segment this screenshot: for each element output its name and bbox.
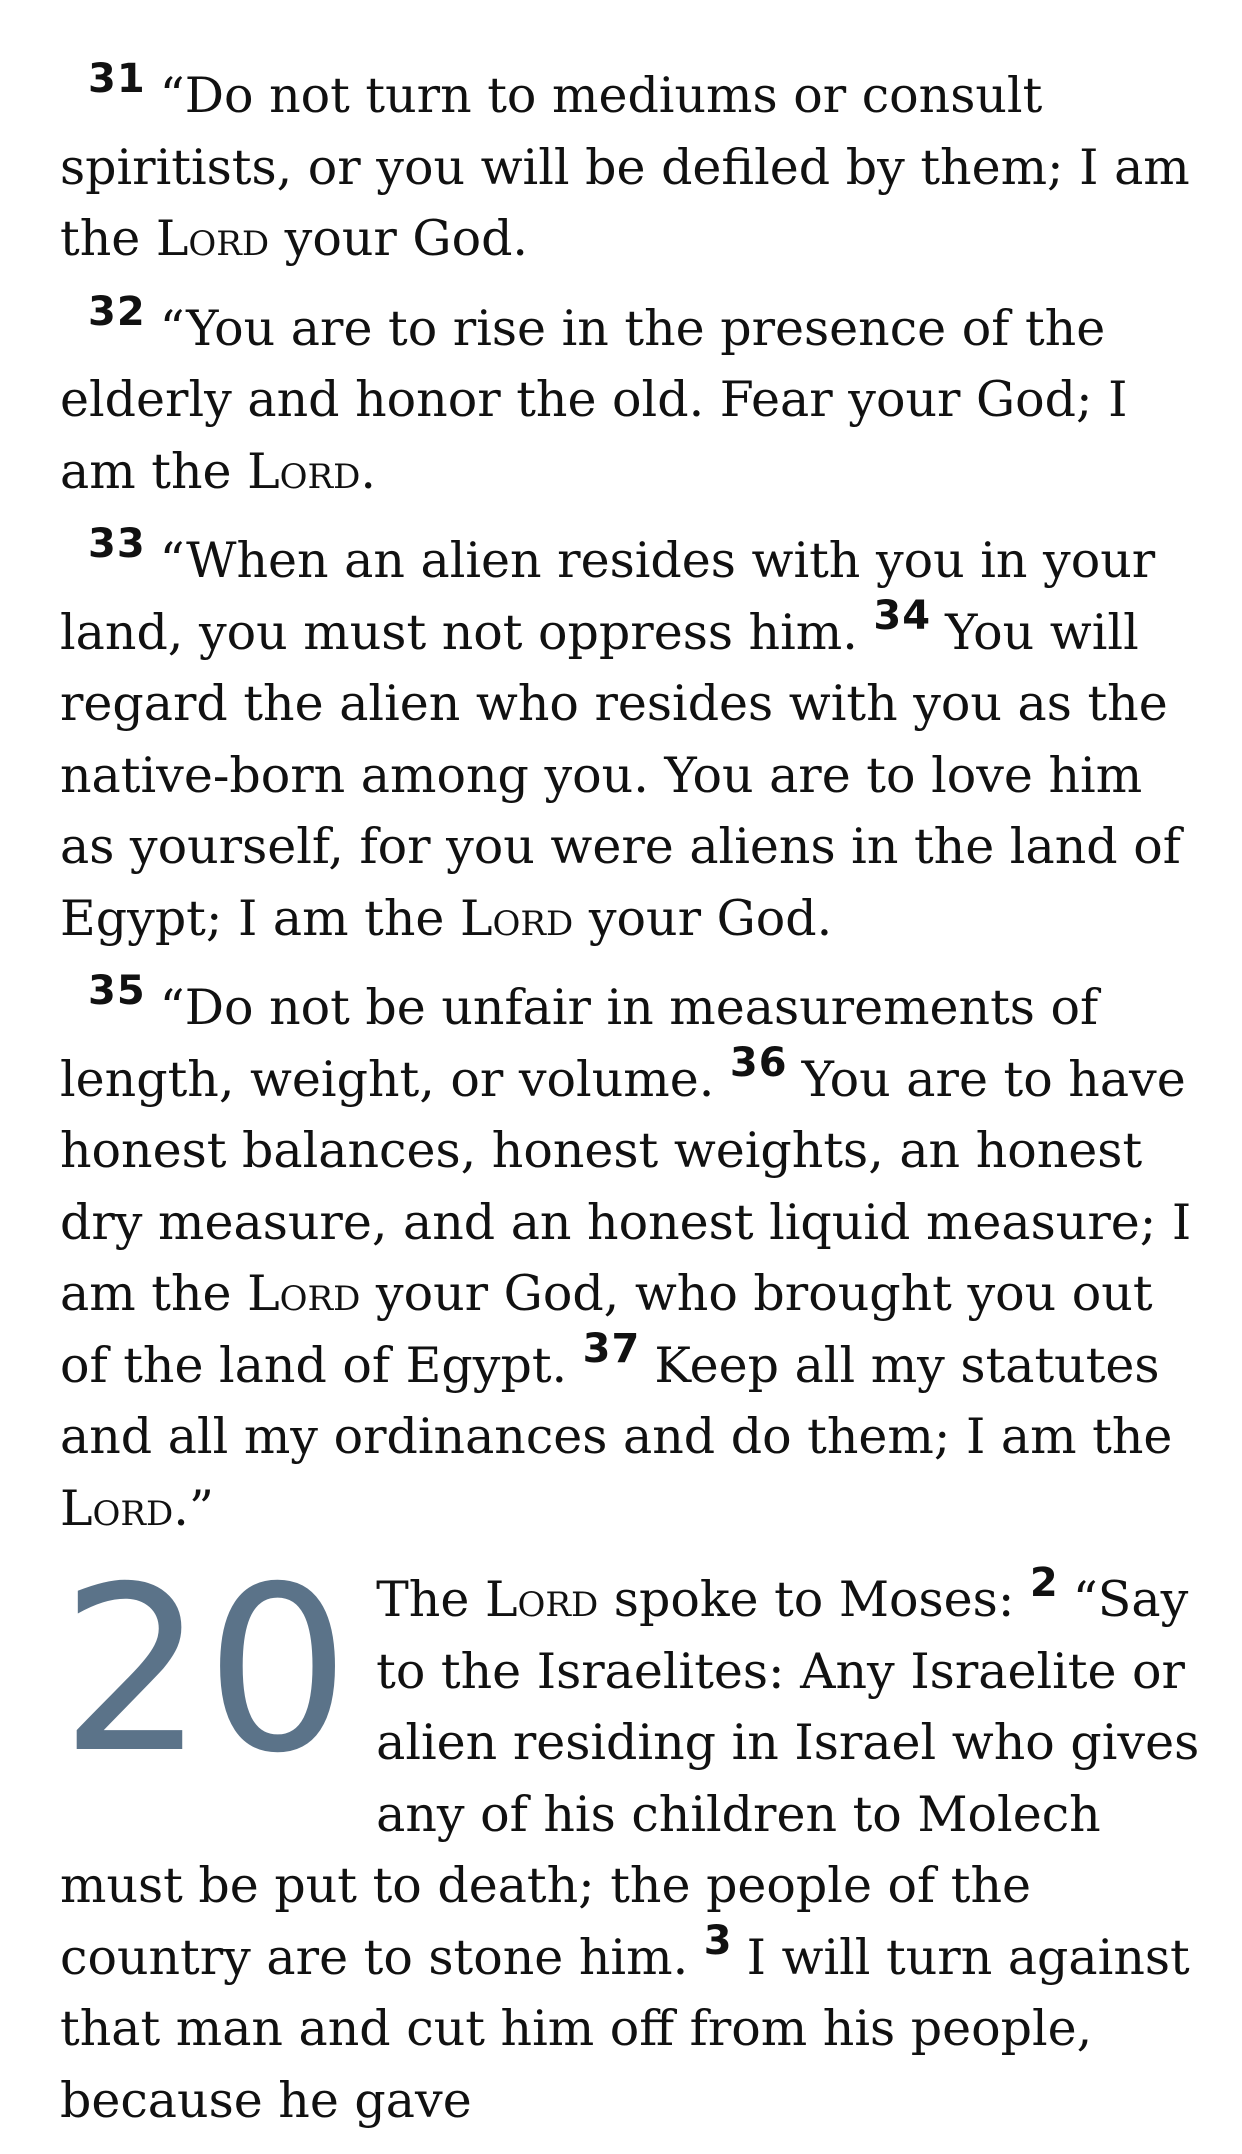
chapter-intro-text: The	[376, 1571, 485, 1628]
verse-number[interactable]: 35	[88, 968, 146, 1014]
lord-small-caps: Lord	[484, 1571, 599, 1628]
verse-number[interactable]: 32	[88, 288, 146, 335]
verse-number[interactable]: 36	[729, 1039, 788, 1086]
lord-small-caps: Lord	[247, 1265, 361, 1322]
verse-text: “Say to the Israelites: Any Israelite or alien residing in Israel who gives any of his children to Molech must be put to death; the people of the country are to stone him.	[60, 1571, 1200, 1986]
verse-text: You are to have honest balances, honest weights, an honest dry measure, and an honest liquid measure; I am the	[60, 1050, 1192, 1322]
verse-text: “Do not be unfair in measurements of length, weight, or volume.	[60, 979, 1099, 1108]
reading-page	[60, 56, 1200, 2154]
lord-small-caps: Lord	[60, 1479, 174, 1537]
verse-text: “You are to rise in the presence of the elderly and honor the old. Fear your God; I am the	[60, 299, 1128, 500]
chapter-opening-paragraph	[60, 1537, 1200, 2136]
verse-text: your God, who brought you out of the land of Egypt.	[60, 1265, 1153, 1394]
verse-paragraph-33	[60, 521, 1200, 954]
lord-small-caps: Lord	[247, 442, 361, 500]
verse-paragraph-31	[60, 56, 1200, 275]
verse-number[interactable]: 31	[88, 56, 146, 102]
verse-text: .	[360, 442, 376, 500]
verse-number[interactable]: 2	[1029, 1560, 1059, 1606]
verse-number[interactable]: 3	[703, 1917, 733, 1964]
verse-number[interactable]: 37	[582, 1325, 641, 1372]
verse-text: I will turn against that man and cut him off from his people, because he gave	[60, 1928, 1190, 2129]
lord-small-caps: Lord	[155, 210, 270, 267]
verse-text: your God.	[573, 889, 833, 947]
verse-number[interactable]: 34	[873, 592, 932, 639]
verse-text: .”	[173, 1479, 214, 1537]
verse-text: Keep all my statutes and all my ordinances and do them; I am the	[60, 1336, 1173, 1465]
verse-text: “Do not turn to mediums or consult spiritists, or you will be defiled by them; I am the	[60, 67, 1190, 267]
verse-paragraph-35	[60, 968, 1200, 1544]
lord-small-caps: Lord	[459, 889, 574, 947]
verse-text: “When an alien resides with you in your land, you must not oppress him.	[60, 532, 1156, 661]
verse-text: your God.	[269, 210, 529, 267]
chapter-number: 20	[60, 1537, 351, 1803]
verse-text: You will regard the alien who resides with you as the native-born among you. You are to love him as yourself, for you were aliens in the land of Egypt; I am the	[60, 603, 1181, 947]
verse-paragraph-32	[60, 288, 1200, 508]
chapter-intro-text: spoke to Moses:	[598, 1571, 1030, 1628]
verse-number[interactable]: 33	[88, 521, 146, 567]
